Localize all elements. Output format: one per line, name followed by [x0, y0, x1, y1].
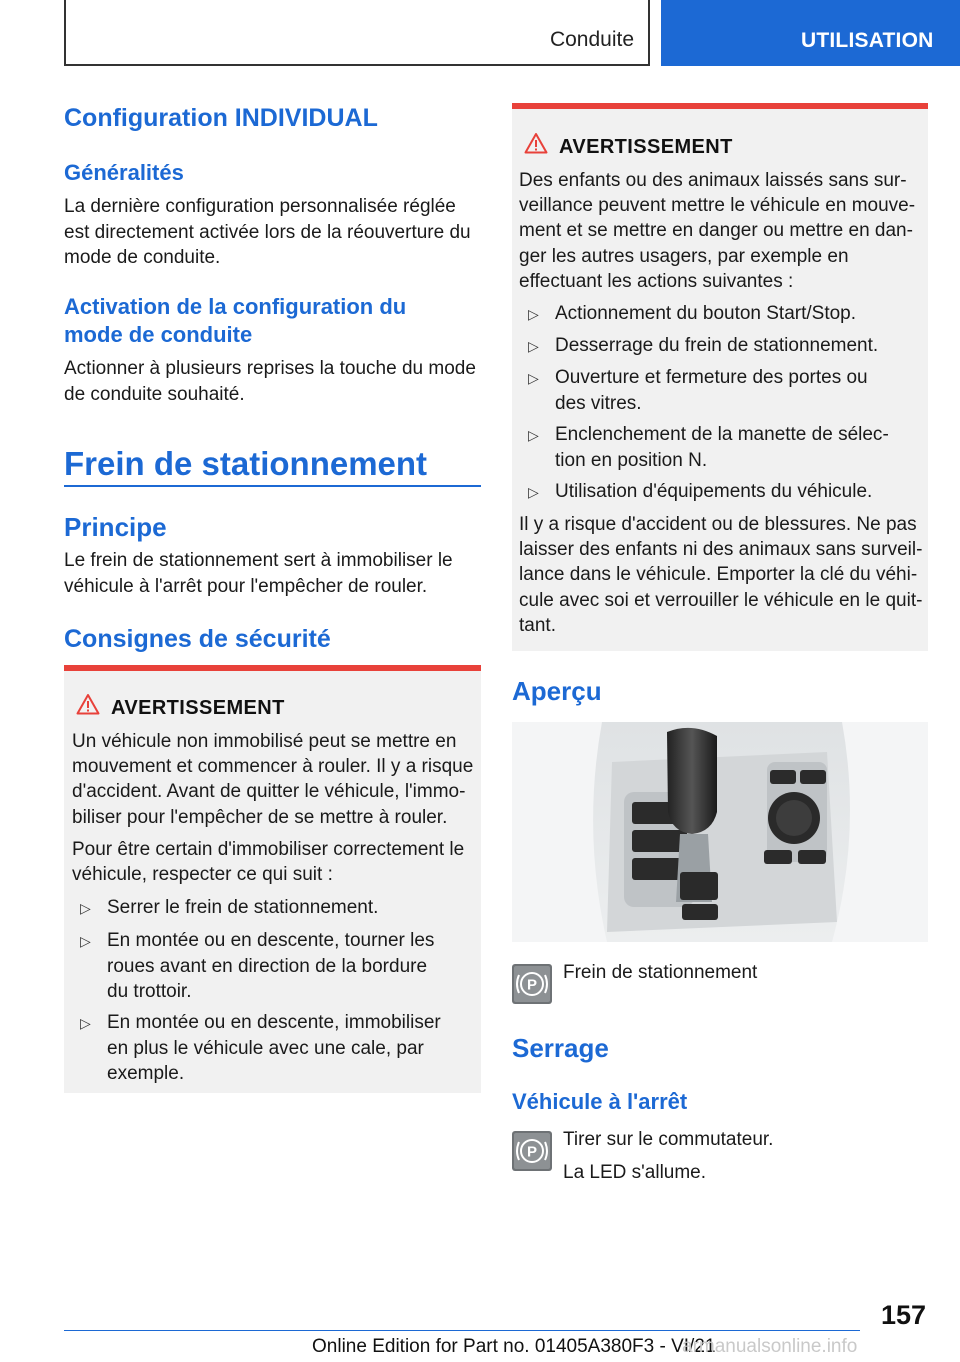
heading-apply: Serrage — [512, 1033, 609, 1063]
heading-principle: Principe — [64, 512, 167, 542]
header-chapter-tab — [64, 0, 650, 66]
heading-safety: Consignes de sécurité — [64, 625, 331, 653]
heading-stationary: Véhicule à l'arrêt — [512, 1089, 688, 1114]
warning-text-2: Il y a risque d'accident ou de blessures. Ne pas laisser des enfants ni des animaux sans surveillance dans le véhicule. Emporter la clé du véhicule avec soi et verrouiller le véhicule en le quittant. — [519, 514, 923, 636]
heading-parking-brake: Frein de stationnement — [64, 445, 428, 482]
watermark: armanualsonline.info — [682, 1336, 858, 1357]
text-principle: Le frein de stationnement sert à immobiliser le véhicule à l'arrêt pour l'empêcher de rouler. — [64, 550, 453, 597]
text-pull-switch: Tirer sur le commutateur. — [563, 1129, 774, 1150]
footer-edition: Online Edition for Part no. 01405A380F3 - VI/21 — [312, 1336, 716, 1357]
heading-activation-line1: Activation de la configuration du — [64, 294, 407, 319]
warning-triangle-icon — [76, 693, 100, 715]
warning-box-right: AVERTISSEMENT Des enfants ou des animaux laissés sans surveillance peuvent mettre le véhicule en mouvement et se mettre en danger ou mettre en danger les autres usagers, par exemple en effectuant les actions suivantes : ▷ Actionnement du bouton Start/Stop. ▷ Desserrage du frein de stationnement. ▷ Ouverture et fermeture des portes ou des vitres. ▷ Enclenchement de la manette de sélection en position N. ▷ Utilisation d'équipements du véhicule. Il y a risque d'accident ou de blessures. Ne pas laisser des enfants ni des animaux sans surveillance dans le véhicule. Emporter la clé du véhicule avec soi et verrouiller le véhicule en le quittant. — [512, 103, 928, 651]
warning-text-2: Pour être certain d'immobiliser correctement le véhicule, respecter ce qui suit : — [72, 839, 465, 886]
text-activation: Actionner à plusieurs reprises la touche du mode de conduite souhaité. — [64, 358, 476, 405]
warning-triangle-icon — [524, 132, 548, 154]
warning-text-1: Des enfants ou des animaux laissés sans surveillance peuvent mettre le véhicule en mouvement et se mettre en danger ou mettre en danger les autres usagers, par exemple en effectuant les actions suivantes : — [519, 170, 916, 292]
parking-brake-icon — [512, 1131, 552, 1171]
footer-rule — [64, 1330, 860, 1331]
warning-text-1: Un véhicule non immobilisé peut se mettre en mouvement et commencer à rouler. Il y a risque d'accident. Avant de quitter le véhicule, l'immobiliser pour l'empêcher de se mettre à rouler. — [72, 731, 474, 828]
header-section-label: UTILISATION — [801, 29, 934, 52]
heading-overview: Aperçu — [512, 676, 602, 706]
text-general: La dernière configuration personnalisée réglée est directement activée lors de la réouverture du mode de conduite. — [64, 196, 471, 268]
page-number: 157 — [880, 1300, 926, 1330]
warning-title: AVERTISSEMENT — [559, 136, 733, 158]
header-section-tab — [661, 0, 960, 66]
heading-config-individual: Configuration INDIVIDUAL — [64, 104, 378, 132]
warning-box-left: AVERTISSEMENT Un véhicule non immobilisé peut se mettre en mouvement et commencer à rouler. Il y a risque d'accident. Avant de quitter le véhicule, l'immobiliser pour l'empêcher de se mettre à rouler. Pour être certain d'immobiliser correctement le véhicule, respecter ce qui suit : ▷ Serrer le frein de stationnement. ▷ En montée ou en descente, tourner les roues avant en direction de la bordure du trottoir. ▷ En montée ou en descente, immobiliser en plus le véhicule avec une cale, par exemple. — [64, 665, 481, 1093]
center-console-photo — [512, 722, 928, 942]
caption-parking-brake: Frein de stationnement — [563, 962, 758, 983]
heading-activation-line2: mode de conduite — [64, 322, 253, 347]
parking-brake-icon — [512, 964, 552, 1004]
svg-text:P: P — [526, 976, 538, 994]
text-led-on: La LED s'allume. — [563, 1162, 707, 1183]
center-console-illustration — [512, 722, 928, 942]
warning-title: AVERTISSEMENT — [111, 697, 285, 719]
heading-rule — [64, 485, 481, 487]
heading-general: Généralités — [64, 160, 184, 185]
svg-text:P: P — [526, 1143, 538, 1161]
header-chapter-label: Conduite — [549, 28, 634, 51]
